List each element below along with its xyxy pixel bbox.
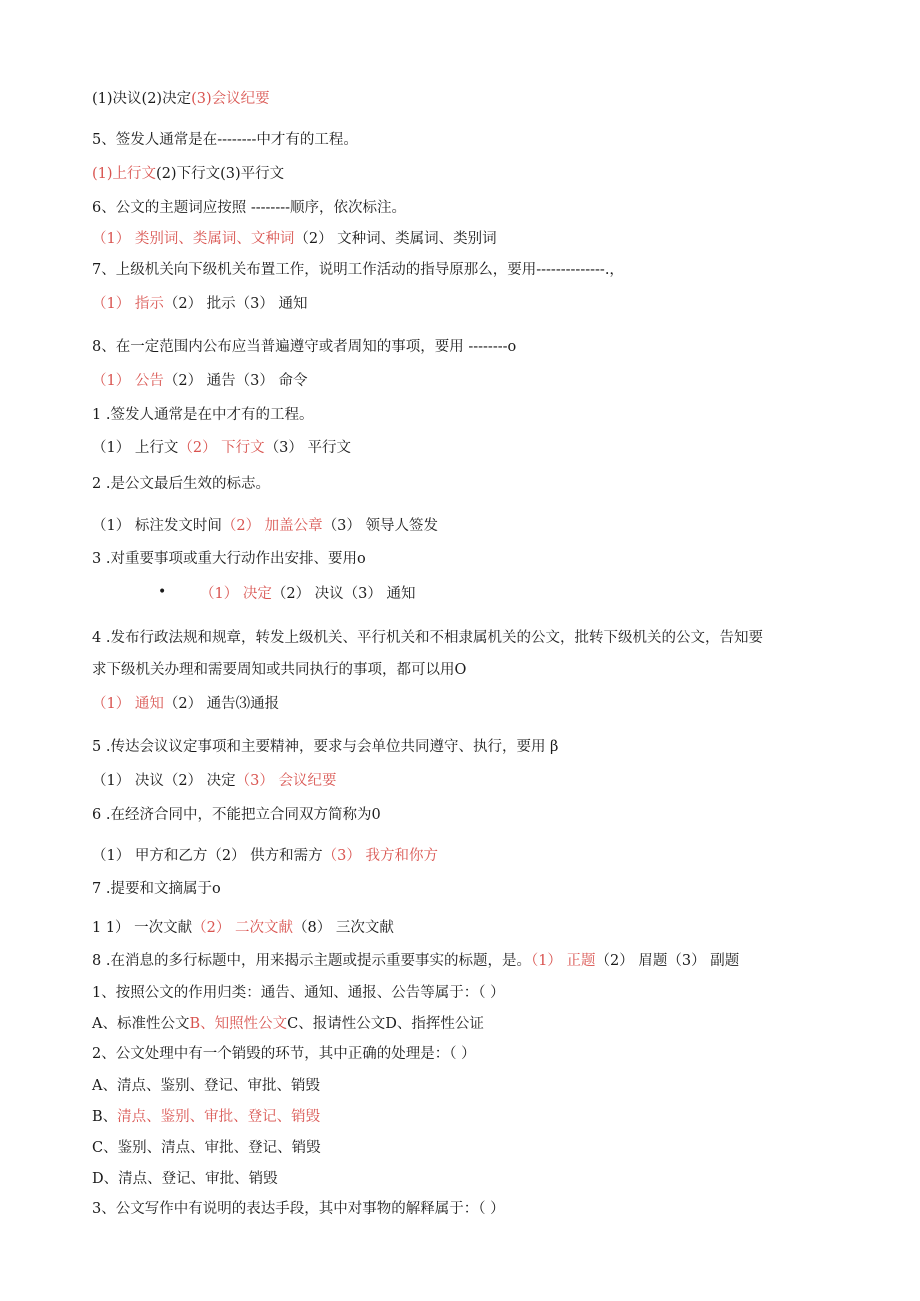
text-line-30 (92, 1107, 320, 1127)
question-text: 1 .签发人通常是在中才有的工程。 (92, 407, 314, 423)
question-text: （2） 决议（3） 通知 (271, 586, 416, 602)
question-text: B、 (92, 1109, 118, 1125)
text-line-27 (92, 1014, 484, 1034)
question-text: （2） 通告（3） 命令 (163, 373, 308, 389)
answer-text: （3） 会议纪要 (235, 773, 337, 789)
text-line-33 (92, 1199, 505, 1219)
question-text: 7、上级机关向下级机关布置工作，说明工作活动的指导原那么，要用--------------.， (92, 262, 624, 278)
text-line-22 (92, 846, 438, 866)
question-text: 1 1） 一次文献 (92, 920, 193, 936)
question-text: A、标准性公文 (92, 1016, 190, 1032)
question-text: C、鉴别、清点、审批、登记、销毁 (92, 1140, 321, 1156)
question-text: （2） 通告⑶通报 (163, 696, 280, 712)
question-text: 7 .提要和文摘属于o (92, 881, 221, 897)
question-text: C、报请性公文D、指挥性公证 (287, 1016, 484, 1032)
question-text: （1） 甲方和乙方（2） 供方和需方 (92, 848, 323, 864)
text-line-4 (92, 198, 406, 218)
text-line-7 (92, 294, 308, 314)
answer-text: B、知照性公文 (189, 1016, 288, 1032)
question-text: (2)下行文(3)平行文 (156, 166, 285, 182)
answer-text: （1） 公告 (92, 373, 164, 389)
answer-text: （1） 正题 (530, 953, 596, 969)
question-text: 2 .是公文最后生效的标志。 (92, 476, 270, 492)
question-text: 3 .对重要事项或重大行动作出安排、要用o (92, 551, 366, 567)
answer-text: （2） 下行文 (178, 440, 265, 456)
text-line-3 (92, 164, 284, 184)
question-text: （1） 决议（2） 决定 (92, 773, 236, 789)
question-text: （3） 领导人签发 (322, 518, 439, 534)
question-text: A、清点、鉴别、登记、审批、销毁 (92, 1078, 320, 1094)
question-text: （2） 批示（3） 通知 (163, 296, 308, 312)
text-line-25 (92, 951, 739, 971)
text-line-26 (92, 983, 505, 1003)
text-line-8 (92, 337, 516, 357)
question-text: 6、公文的主题词应按照 --------顺序，依次标注。 (92, 200, 407, 216)
text-line-29 (92, 1076, 320, 1096)
text-line-1 (92, 89, 270, 109)
text-line-14 (92, 549, 366, 569)
question-text: 2、公文处理中有一个销毁的环节，其中正确的处理是：（ ） (92, 1046, 476, 1062)
question-text: （2） 眉题（3） 副题 (595, 953, 740, 969)
answer-text: （1） 决定 (200, 586, 272, 602)
question-text: 8 .在消息的多行标题中，用来揭示主题或提示重要事实的标题，是。 (92, 953, 531, 969)
answer-text: （2） 二次文献 (192, 920, 294, 936)
question-text: 4 .发布行政法规和规章，转发上级机关、平行机关和不相隶属机关的公文，批转下级机关的公文，告知要 (92, 630, 763, 646)
text-line-20 (92, 771, 337, 791)
text-line-28 (92, 1044, 476, 1064)
bullet-mark: • (158, 584, 167, 600)
question-text: （2） 文种词、类属词、类别词 (294, 231, 497, 247)
question-text: 求下级机关办理和需要周知或共同执行的事项，都可以用O (92, 662, 467, 678)
text-line-17 (92, 660, 466, 680)
text-line-32 (92, 1169, 278, 1189)
question-text: （3） 平行文 (264, 440, 352, 456)
text-line-16 (92, 628, 763, 648)
question-text: 5、签发人通常是在--------中才有的工程。 (92, 132, 358, 148)
text-line-21 (92, 805, 381, 825)
text-line-13 (92, 516, 438, 536)
answer-text: （1） 指示 (92, 296, 164, 312)
text-line-23 (92, 879, 221, 899)
text-line-15 (200, 584, 416, 604)
question-text: 8、在一定范围内公布应当普遍遵守或者周知的事项，要用 --------o (92, 339, 517, 355)
question-text: D、清点、登记、审批、销毁 (92, 1171, 278, 1187)
question-text: （8） 三次文献 (293, 920, 394, 936)
question-text: （1） 标注发文时间 (92, 518, 222, 534)
question-text: 1、按照公文的作用归类：通告、通知、通报、公告等属于：（ ） (92, 985, 505, 1001)
answer-text: （1） 通知 (92, 696, 164, 712)
question-text: （1） 上行文 (92, 440, 179, 456)
text-line-24 (92, 918, 394, 938)
text-line-19 (92, 737, 558, 757)
text-line-31 (92, 1138, 321, 1158)
answer-text: (3)会议纪要 (191, 91, 270, 107)
answer-text: （1） 类别词、类属词、文种词 (92, 231, 295, 247)
text-line-5 (92, 229, 497, 249)
text-line-2 (92, 130, 358, 150)
text-line-12 (92, 474, 270, 494)
answer-text: （2） 加盖公章 (221, 518, 323, 534)
answer-text: （3） 我方和你方 (322, 848, 439, 864)
text-line-6 (92, 260, 624, 280)
answer-text: (1)上行文 (92, 166, 157, 182)
question-text: (1)决议(2)决定 (92, 91, 192, 107)
question-text: 6 .在经济合同中，不能把立合同双方简称为0 (92, 807, 381, 823)
answer-text: 清点、鉴别、审批、登记、销毁 (117, 1109, 321, 1125)
question-text: 3、公文写作中有说明的表达手段，其中对事物的解释属于：（ ） (92, 1201, 505, 1217)
text-line-10 (92, 405, 313, 425)
text-line-11 (92, 438, 351, 458)
text-line-18 (92, 694, 279, 714)
question-text: 5 .传达会议议定事项和主要精神，要求与会单位共同遵守、执行，要用 β (92, 739, 559, 755)
text-line-9 (92, 371, 308, 391)
